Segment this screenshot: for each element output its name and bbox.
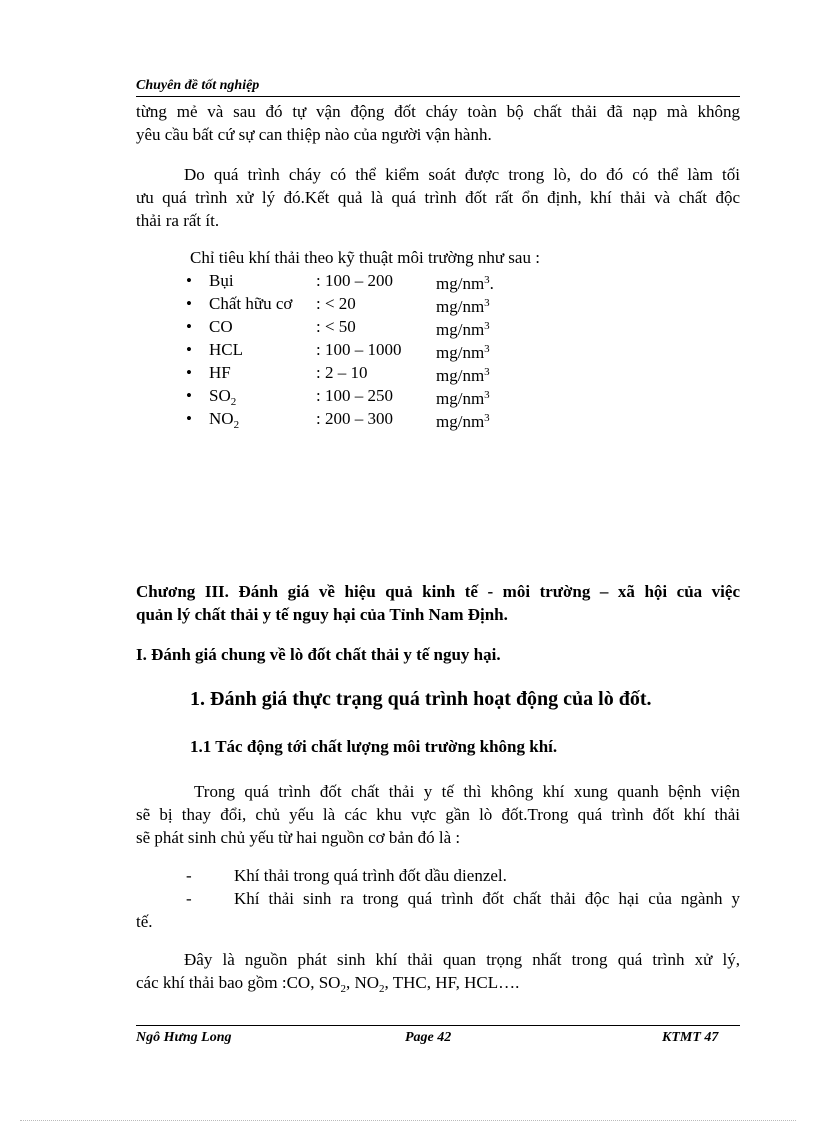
- list-item: [186, 361, 540, 384]
- source-item-2: Khí thải sinh ra trong quá trình đốt chất thải độc hại của ngành y: [234, 889, 740, 908]
- body-paragraph-sources: [136, 948, 740, 1001]
- body-paragraph-sources-line-1: Đây là nguồn phát sinh khí thải quan trọng nhất trong quá trình xử lý,: [184, 950, 740, 969]
- footer-class: KTMT 47: [662, 1030, 719, 1045]
- list-item: [186, 292, 540, 315]
- bullet-icon: •: [186, 409, 192, 428]
- pollutant-name: $SO_2$: [209, 386, 237, 408]
- bullet-icon: •: [186, 294, 192, 313]
- emission-list-title: Chỉ tiêu khí thải theo kỹ thuật môi trường như sau :: [190, 248, 540, 267]
- paragraph-1-line-1: từng mẻ và sau đó tự vận động đốt cháy toàn bộ chất thải đã nạp mà không: [136, 102, 740, 121]
- paragraph-1-line-2: yêu cầu bất cứ sự can thiệp nào của người vận hành.: [136, 125, 492, 144]
- pollutant-name: HCL: [209, 340, 243, 359]
- pollutant-value: : 2 – 10: [316, 363, 368, 382]
- pollutant-value: : < 20: [316, 294, 356, 313]
- emission-list: [186, 246, 540, 430]
- pollutant-unit: $mg/nm^3$: [436, 366, 490, 385]
- pollutant-unit: $mg/nm^3$.: [436, 274, 494, 293]
- list-item: [186, 269, 540, 292]
- pollutant-unit: $mg/nm^3$: [436, 412, 490, 431]
- header-title: Chuyên đề tốt nghiệp: [136, 78, 260, 93]
- footer-page-number: Page 42: [405, 1030, 452, 1045]
- body-paragraph-sources-line-2: các khí thải bao gồm :CO, $SO_2$, $NO_2$, THC, HF, HCL….: [136, 973, 520, 995]
- pollutant-unit: $mg/nm^3$: [436, 320, 490, 339]
- footer-rule: [136, 1025, 740, 1026]
- pollutant-value: : 100 – 200: [316, 271, 393, 290]
- bullet-icon: •: [186, 340, 192, 359]
- chapter-heading-line-2: quản lý chất thải y tế nguy hại của Tỉnh Nam Định.: [136, 605, 508, 624]
- pollutant-name: Chất hữu cơ: [209, 294, 293, 313]
- list-item: [186, 338, 540, 361]
- dash-marker: -: [186, 889, 192, 908]
- paragraph-1: [136, 100, 740, 146]
- paragraph-2-line-1: Do quá trình cháy có thể kiểm soát được trong lò, do đó có thể làm tối: [184, 165, 740, 184]
- section-heading-1-1: 1.1 Tác động tới chất lượng môi trường không khí.: [190, 737, 558, 756]
- pollutant-unit: $mg/nm^3$: [436, 389, 490, 408]
- body-paragraph-air-line-2: sẽ bị thay đổi, chủ yếu là các khu vực gần lò đốt.Trong quá trình đốt khí thải: [136, 805, 740, 824]
- chapter-heading-line-1: Chương III. Đánh giá về hiệu quả kinh tế - môi trường – xã hội của việc: [136, 582, 740, 601]
- pollutant-name: HF: [209, 363, 231, 382]
- header-rule: [136, 96, 740, 97]
- dash-marker: -: [186, 866, 192, 885]
- pollutant-unit: $mg/nm^3$: [436, 343, 490, 362]
- pollutant-name: CO: [209, 317, 233, 336]
- body-paragraph-air-line-1: Trong quá trình đốt chất thải y tế thì không khí xung quanh bệnh viện: [194, 782, 740, 801]
- body-paragraph-air-line-3: sẽ phát sinh chủ yếu từ hai nguồn cơ bản đó là :: [136, 828, 461, 847]
- bullet-icon: •: [186, 363, 192, 382]
- pollutant-value: : 100 – 250: [316, 386, 393, 405]
- page-edge-divider: [20, 1120, 796, 1121]
- pollutant-name: Bụi: [209, 271, 234, 290]
- paragraph-2-line-2: ưu quá trình xử lý đó.Kết quả là quá trình đốt rất ổn định, khí thải và chất độc: [136, 188, 740, 207]
- pollutant-value: : 100 – 1000: [316, 340, 402, 359]
- pollutant-value: : < 50: [316, 317, 356, 336]
- section-heading-i: I. Đánh giá chung về lò đốt chất thải y tế nguy hại.: [136, 645, 501, 664]
- paragraph-2: [136, 163, 740, 232]
- paragraph-2-line-3: thải ra rất ít.: [136, 211, 220, 230]
- pollutant-unit: $mg/nm^3$: [436, 297, 490, 316]
- bullet-icon: •: [186, 386, 192, 405]
- bullet-icon: •: [186, 271, 192, 290]
- source-item-2-continuation: tế.: [136, 912, 153, 931]
- bullet-icon: •: [186, 317, 192, 336]
- body-paragraph-air: [136, 780, 740, 849]
- list-item: [186, 407, 540, 430]
- source-item-1: Khí thải trong quá trình đốt dầu dienzel.: [234, 866, 507, 885]
- pollutant-value: : 200 – 300: [316, 409, 393, 428]
- list-item: [186, 315, 540, 338]
- chapter-heading: [136, 580, 740, 626]
- footer-author: Ngô Hưng Long: [136, 1030, 232, 1045]
- pollutant-name: $NO_2$: [209, 409, 240, 431]
- list-item: [186, 384, 540, 407]
- section-heading-1: 1. Đánh giá thực trạng quá trình hoạt động của lò đốt.: [190, 688, 652, 710]
